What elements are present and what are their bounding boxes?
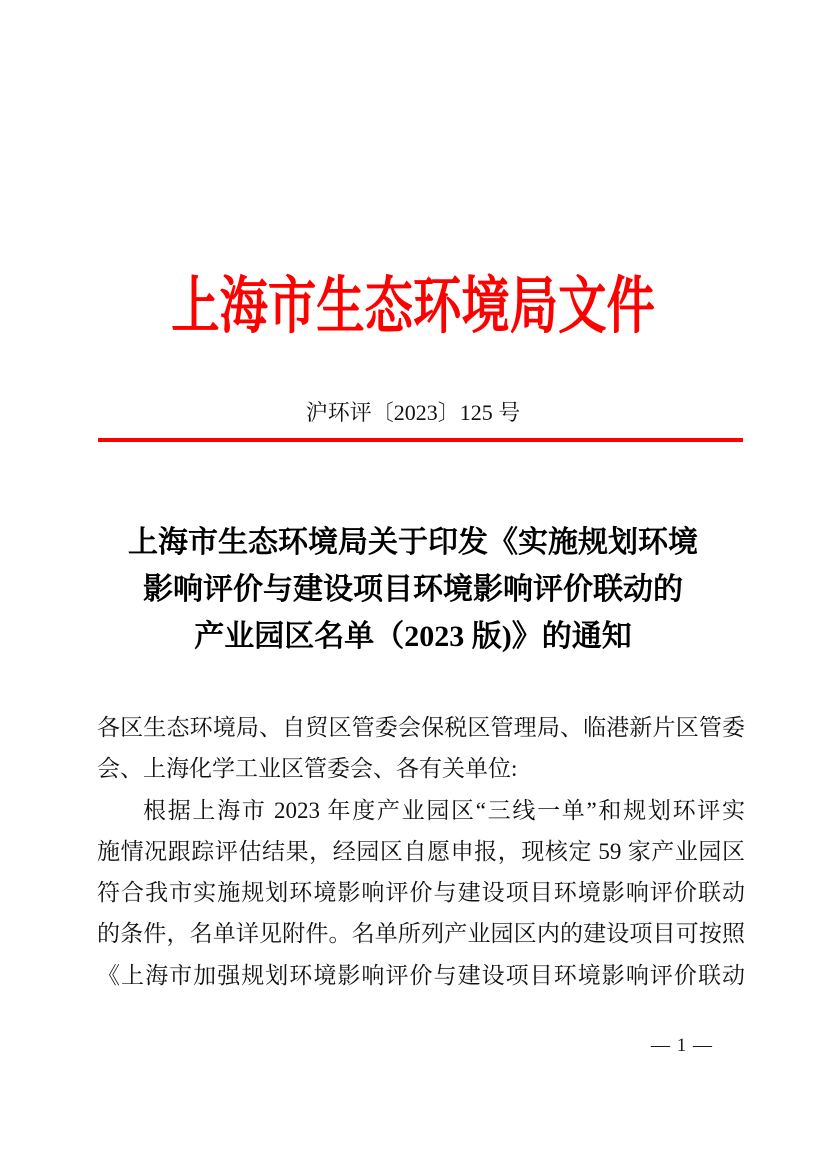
paragraph-line-1: 根据上海市 2023 年度产业园区“三线一单”和规划环评实 (143, 797, 745, 823)
salutation-line-2: 会、上海化学工业区管委会、各有关单位: (97, 756, 518, 782)
page-number: — 1 — (651, 1035, 713, 1056)
issuing-org-masthead (0, 272, 826, 342)
notice-title-line-2: 影响评价与建设项目环境影响评价联动的 (143, 573, 683, 606)
document-number: 沪环评〔2023〕125 号 (305, 400, 521, 425)
notice-title-line-3: 产业园区名单（2023 版)》的通知 (194, 620, 632, 653)
salutation-line-1: 各区生态环境局、自贸区管委会保税区管理局、临港新片区管委 (97, 715, 745, 740)
notice-body (97, 707, 745, 996)
paragraph-line-4: 的条件，名单详见附件。名单所列产业园区内的建设项目可按照 (97, 921, 745, 947)
header-divider-rule (98, 438, 743, 442)
paragraph-line-2: 施情况跟踪评估结果，经园区自愿申报，现核定 59 家产业园区 (97, 838, 745, 864)
paragraph-line-5: 《上海市加强规划环境影响评价与建设项目环境影响评价联动 (97, 962, 745, 988)
notice-title-line-1: 上海市生态环境局关于印发《实施规划环境 (128, 526, 698, 559)
notice-title (88, 519, 738, 660)
paragraph-line-3: 符合我市实施规划环境影响评价与建设项目环境影响评价联动 (97, 880, 745, 906)
issuing-org-masthead-text: 上海市生态环境局文件 (171, 273, 655, 341)
